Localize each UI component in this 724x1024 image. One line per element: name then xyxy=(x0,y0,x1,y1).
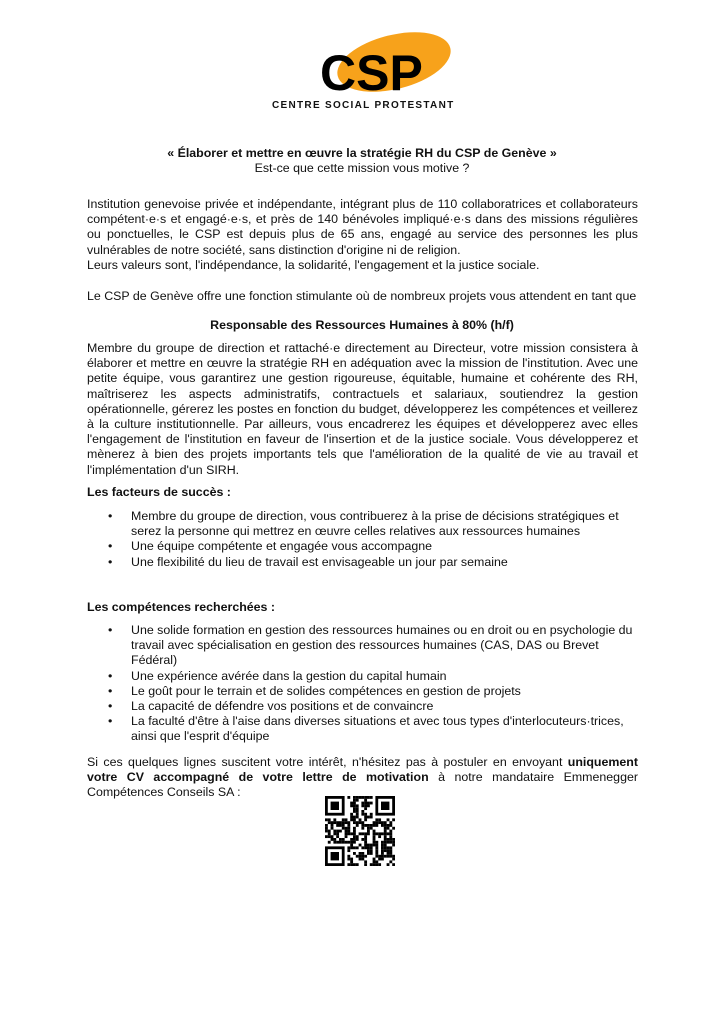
closing-text-2: à notre mandataire Emmenegger Compétences Conseils SA : xyxy=(87,770,638,800)
list-item xyxy=(87,699,638,714)
list-item-text: Le goût pour le terrain et de solides compétences en gestion de projets xyxy=(131,683,521,698)
headline-subtitle: Est-ce que cette mission vous motive ? xyxy=(254,161,470,175)
skills-list xyxy=(87,623,638,745)
list-item-text: La capacité de défendre vos positions et de convaincre xyxy=(131,699,434,714)
offer-paragraph: Le CSP de Genève offre une fonction stimulante où de nombreux projets vous attendent en tant que xyxy=(87,289,637,303)
list-item xyxy=(87,623,638,669)
bullet: • xyxy=(108,683,113,698)
role-title: Responsable des Ressources Humaines à 80% (h/f) xyxy=(210,318,514,332)
list-item xyxy=(87,555,638,570)
success-factors-title: Les facteurs de succès : xyxy=(87,485,231,499)
list-item xyxy=(87,714,638,744)
logo-text: CSP xyxy=(320,45,423,101)
bullet: • xyxy=(108,714,113,729)
bullet: • xyxy=(108,699,113,714)
list-item xyxy=(87,669,638,684)
csp-logo xyxy=(272,32,455,114)
closing-text-1: Si ces quelques lignes suscitent votre intérêt, n'hésitez pas à postuler en envoyant xyxy=(87,755,568,769)
values-paragraph: Leurs valeurs sont, l'indépendance, la solidarité, l'engagement et la justice sociale. xyxy=(87,257,540,272)
csp-logo-icon xyxy=(272,32,452,102)
intro-paragraph: Institution genevoise privée et indépendante, intégrant plus de 110 collaboratrices et collaborateurs compétent·e·s et engagé·e·s, et près de 140 bénévoles impliqué·e·s dans des missions régulières ou ponctuelles, le CSP est depuis plus de 65 ans, engagé au service des personnes les plus vulnérables de notre société, sans distinction d'origine ni de religion. xyxy=(87,197,638,257)
mission-paragraph: Membre du groupe de direction et rattaché·e directement au Directeur, votre mission consistera à élaborer et mettre en œuvre la stratégie RH en adéquation avec la mission de l'institution. Avec une petite équipe, vous garantirez une gestion rigoureuse, équitable, humaine et cohérente des RH, maîtriserez les aspects administratifs, contractuels et salariaux, soutiendrez la gestion opérationnelle, gérerez les postes en fonction du budget, développerez les compétences et veillerez à la culture institutionnelle. Par ailleurs, vous encadrerez les équipes et développerez avec elles l'engagement de l'institution en faveur de l'insertion et de la justice sociale. Vous développerez et mènerez à bien des projets importants tels que l'amélioration de la qualité de vie au travail et l'implémentation d'un SIRH. xyxy=(87,341,638,477)
list-item-text: Une flexibilité du lieu de travail est envisageable un jour par semaine xyxy=(131,554,508,569)
closing-emphasis: uniquement votre CV accompagné de votre lettre de motivation xyxy=(87,755,638,785)
list-item-text: La faculté d'être à l'aise dans diverses situations et avec tous types d'interlocuteurs·trices, ainsi que l'esprit d'équipe xyxy=(131,714,624,744)
headline xyxy=(0,146,724,176)
bullet: • xyxy=(108,554,113,569)
bullet: • xyxy=(108,623,113,637)
qr-code-icon[interactable] xyxy=(325,796,395,866)
bullet: • xyxy=(108,509,113,523)
logo-subtitle: CENTRE SOCIAL PROTESTANT xyxy=(272,100,455,111)
intro-section xyxy=(87,197,638,273)
skills-title: Les compétences recherchées : xyxy=(87,600,276,614)
list-item-text: Une équipe compétente et engagée vous accompagne xyxy=(131,539,433,554)
bullet: • xyxy=(108,668,113,683)
list-item-text: Membre du groupe de direction, vous contribuerez à la prise de décisions stratégiques et serez la personne qui mettrez en œuvre celles relatives aux ressources humaines xyxy=(131,509,619,539)
headline-title: « Élaborer et mettre en œuvre la stratégie RH du CSP de Genève » xyxy=(167,146,557,160)
bullet: • xyxy=(108,539,113,554)
closing-paragraph xyxy=(87,755,638,801)
list-item xyxy=(87,509,638,539)
list-item-text: Une solide formation en gestion des ressources humaines ou en droit ou en psychologie du travail avec spécialisation en gestion des ressources humaines (CAS, DAS ou Brevet Fédéral) xyxy=(131,623,633,668)
success-factors-list xyxy=(87,509,638,570)
list-item xyxy=(87,539,638,554)
list-item xyxy=(87,684,638,699)
list-item-text: Une expérience avérée dans la gestion du capital humain xyxy=(131,668,447,683)
